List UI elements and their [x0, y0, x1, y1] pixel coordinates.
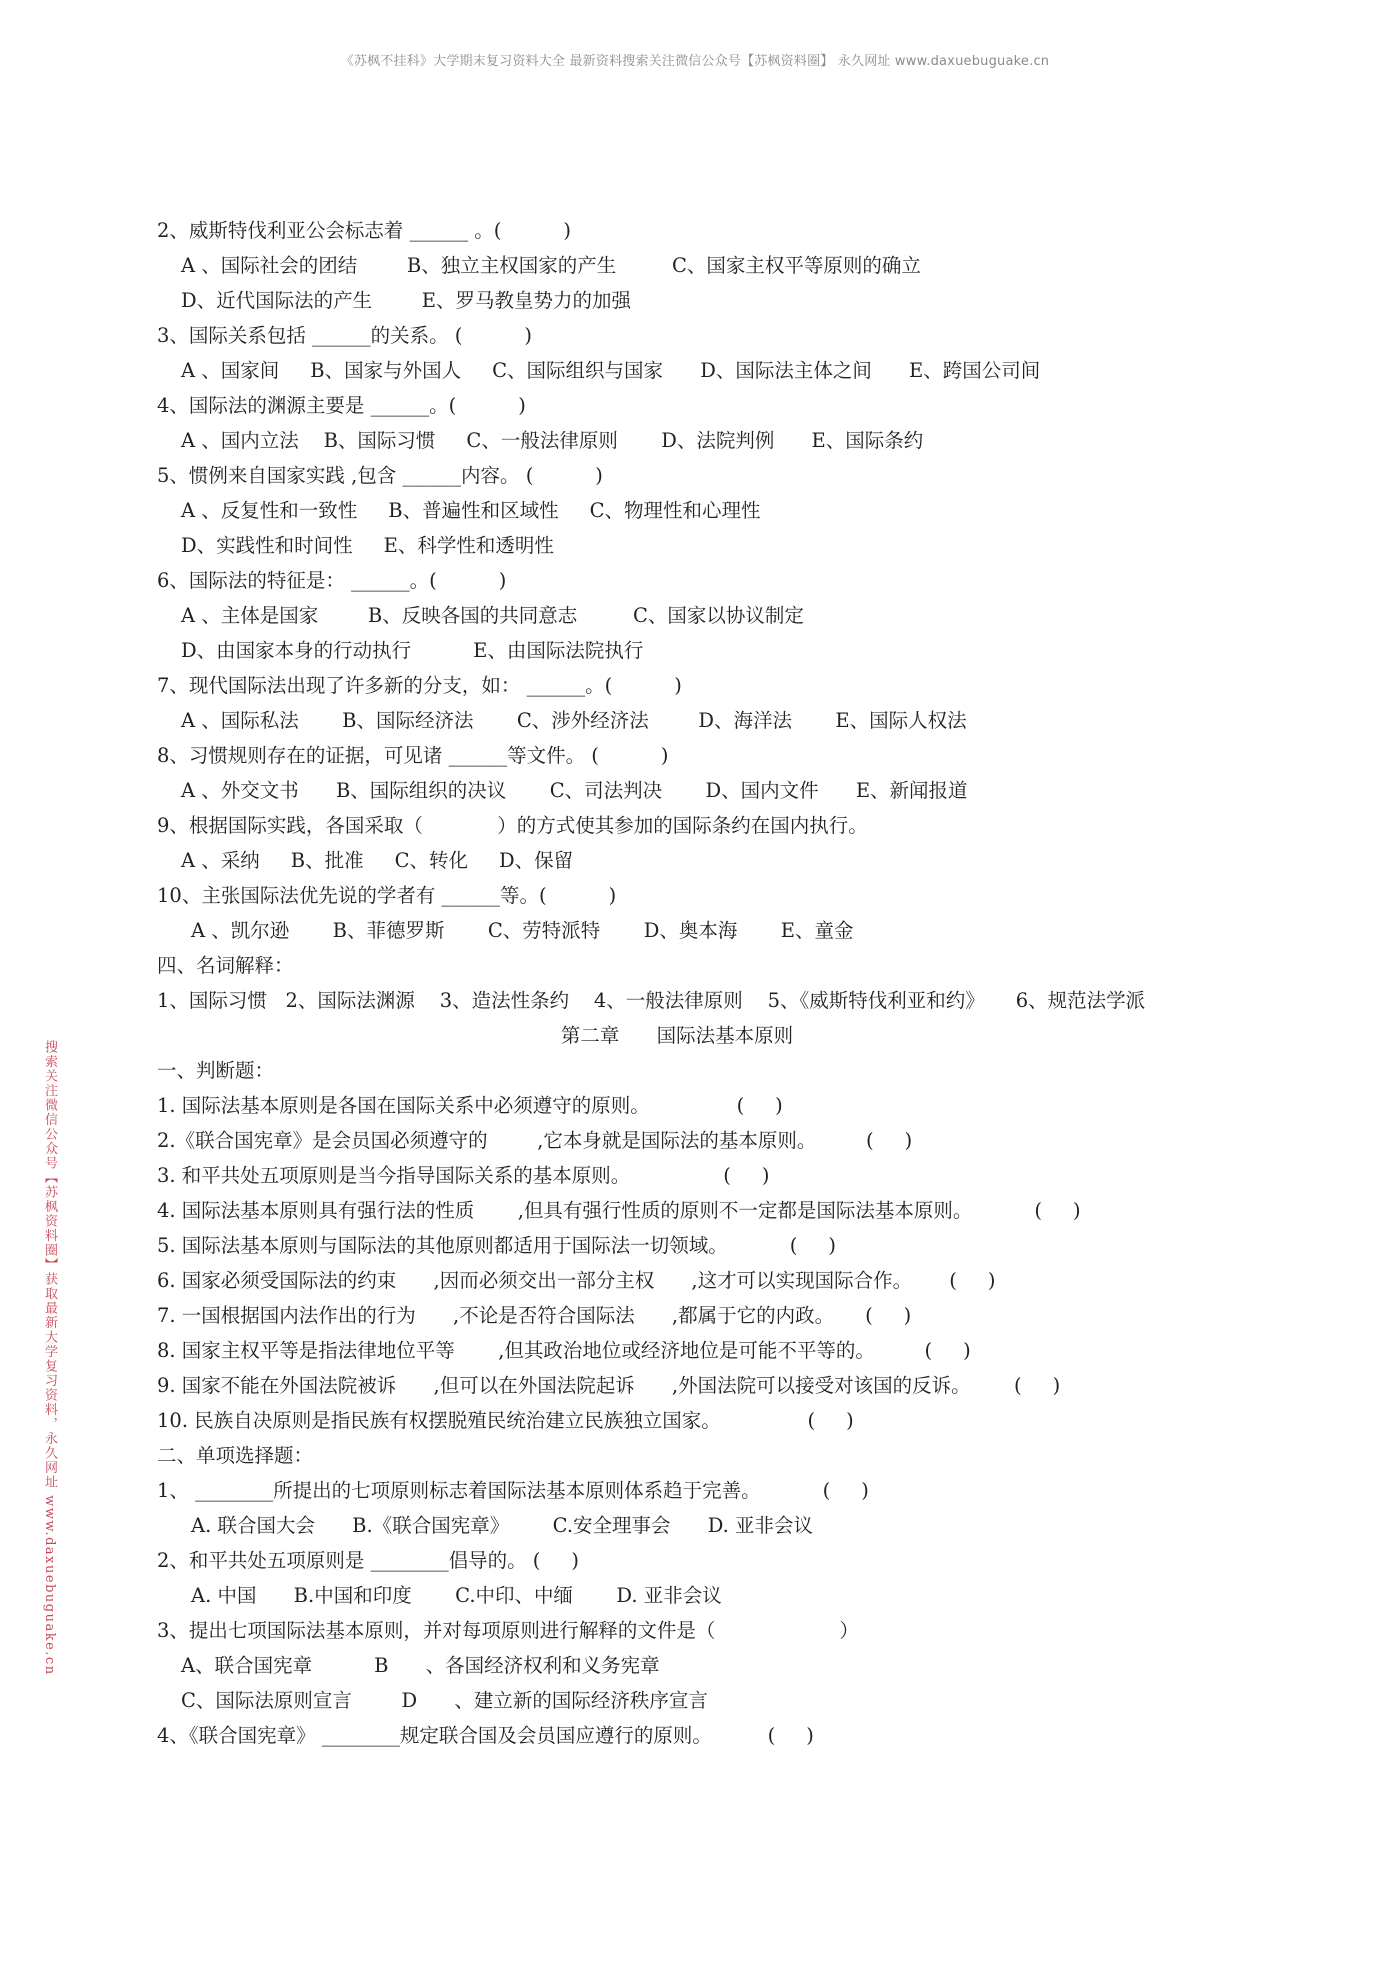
judgment-item: 5. 国际法基本原则与国际法的其他原则都适用于国际法一切领域。 ( ): [157, 1234, 836, 1257]
question-line: 7、现代国际法出现了许多新的分支，如： ______。( ): [157, 674, 682, 697]
judgment-item: 2.《联合国宪章》是会员国必须遵守的 ,它本身就是国际法的基本原则。 ( ): [157, 1129, 913, 1152]
judgment-item: 4. 国际法基本原则具有强行法的性质 ,但具有强行性质的原则不一定都是国际法基本原则。 ( ): [157, 1199, 1081, 1222]
option-line: A 、采纳 B、批准 C、转化 D、保留: [181, 849, 574, 872]
section-heading: 二、单项选择题：: [157, 1444, 314, 1467]
option-line: A 、外交文书 B、国际组织的决议 C、司法判决 D、国内文件 E、新闻报道: [181, 779, 968, 802]
question-line: 4、国际法的渊源主要是 ______。( ): [157, 394, 526, 417]
question-line: 3、提出七项国际法基本原则，并对每项原则进行解释的文件是（ ）: [157, 1619, 859, 1642]
question-line: 5、惯例来自国家实践 ,包含 ______内容。 ( ): [157, 464, 603, 487]
option-line: A. 联合国大会 B.《联合国宪章》 C.安全理事会 D. 亚非会议: [191, 1514, 814, 1537]
option-line: C、国际法原则宣言 D 、建立新的国际经济秩序宣言: [181, 1689, 708, 1712]
option-line: A 、凯尔逊 B、菲德罗斯 C、劳特派特 D、奥本海 E、童金: [191, 919, 854, 942]
chapter-title: 第二章 国际法基本原则: [560, 1024, 794, 1047]
option-line: A 、反复性和一致性 B、普遍性和区域性 C、物理性和心理性: [181, 499, 761, 522]
option-line: D、由国家本身的行动执行 E、由国际法院执行: [181, 639, 644, 662]
option-line: A 、主体是国家 B、反映各国的共同意志 C、国家以协议制定: [181, 604, 804, 627]
option-line: D、实践性和时间性 E、科学性和透明性: [181, 534, 554, 557]
question-line: 6、国际法的特征是： ______。( ): [157, 569, 507, 592]
side-watermark: 搜索关注微信公众号【苏枫资料圈】获取最新大学复习资料，永久网址 www.daxuebuguake.cn: [42, 1040, 57, 1676]
judgment-item: 7. 一国根据国内法作出的行为 ,不论是否符合国际法 ,都属于它的内政。 ( ): [157, 1304, 912, 1327]
option-line: D、近代国际法的产生 E、罗马教皇势力的加强: [181, 289, 631, 312]
judgment-item: 10. 民族自决原则是指民族有权摆脱殖民统治建立民族独立国家。 ( ): [157, 1409, 854, 1432]
option-line: A. 中国 B.中国和印度 C.中印、中缅 D. 亚非会议: [191, 1584, 722, 1607]
judgment-item: 1. 国际法基本原则是各国在国际关系中必须遵守的原则。 ( ): [157, 1094, 783, 1117]
question-line: 1、 ________所提出的七项原则标志着国际法基本原则体系趋于完善。 ( ): [157, 1479, 869, 1502]
option-line: A 、国际私法 B、国际经济法 C、涉外经济法 D、海洋法 E、国际人权法: [181, 709, 967, 732]
term-list: 1、国际习惯 2、国际法渊源 3、造法性条约 4、一般法律原则 5、《威斯特伐利亚和约》 6、规范法学派: [157, 989, 1146, 1012]
section-heading: 四、名词解释：: [157, 954, 294, 977]
document-body: [157, 213, 1257, 1753]
option-line: A 、国家间 B、国家与外国人 C、国际组织与国家 D、国际法主体之间 E、跨国公司间: [181, 359, 1041, 382]
option-line: A 、国内立法 B、国际习惯 C、一般法律原则 D、法院判例 E、国际条约: [181, 429, 924, 452]
question-line: 10、主张国际法优先说的学者有 ______等。( ): [157, 884, 617, 907]
judgment-item: 6. 国家必须受国际法的约束 ,因而必须交出一部分主权 ,这才可以实现国际合作。 ( ): [157, 1269, 996, 1292]
question-line: 9、根据国际实践，各国采取（ ）的方式使其参加的国际条约在国内执行。: [157, 814, 868, 837]
question-line: 3、国际关系包括 ______的关系。 ( ): [157, 324, 533, 347]
question-line: 2、和平共处五项原则是 ________倡导的。 ( ): [157, 1549, 580, 1572]
option-line: A 、国际社会的团结 B、独立主权国家的产生 C、国家主权平等原则的确立: [181, 254, 921, 277]
question-line: 4、《联合国宪章》 ________规定联合国及会员国应遵行的原则。 ( ): [157, 1724, 814, 1747]
section-heading: 一、判断题：: [157, 1059, 275, 1082]
page-header-watermark: 《苏枫不挂科》大学期末复习资料大全 最新资料搜索关注微信公众号【苏枫资料圈】 永久网址 www.daxuebuguake.cn: [340, 54, 1050, 69]
question-line: 8、习惯规则存在的证据，可见诸 ______等文件。 ( ): [157, 744, 669, 767]
judgment-item: 3. 和平共处五项原则是当今指导国际关系的基本原则。 ( ): [157, 1164, 770, 1187]
option-line: A、联合国宪章 B 、各国经济权利和义务宪章: [181, 1654, 660, 1677]
judgment-item: 9. 国家不能在外国法院被诉 ,但可以在外国法院起诉 ,外国法院可以接受对该国的反诉。 ( ): [157, 1374, 1061, 1397]
judgment-item: 8. 国家主权平等是指法律地位平等 ,但其政治地位或经济地位是可能不平等的。 ( ): [157, 1339, 971, 1362]
question-line: 2、威斯特伐利亚公会标志着 ______ 。( ): [157, 219, 572, 242]
